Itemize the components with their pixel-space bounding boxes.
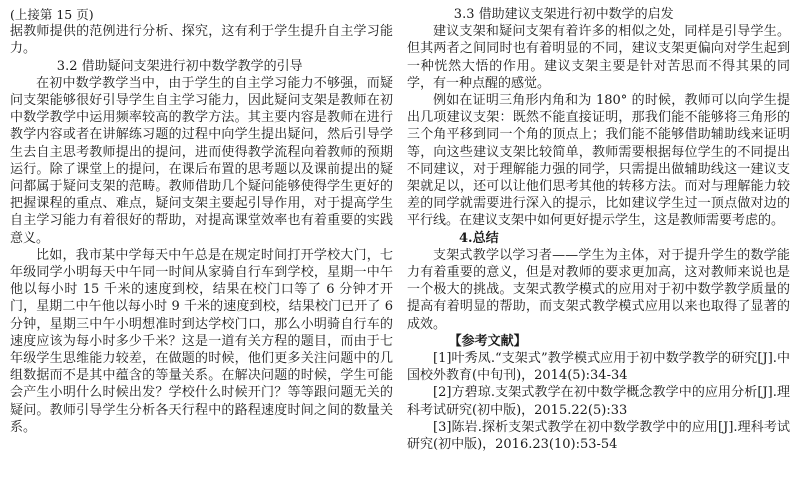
body-paragraph: 建议支架和疑问支架有着许多的相似之处，同样是引导学生。但其两者之间同时也有着明显的不同，建议支架更偏向对学生起到一种恍然大悟的作用。建议支架主要是针对苦思而不得其果的同学，有一种点醒的感觉。 [407, 24, 790, 91]
body-paragraph: 例如在证明三角形内角和为 180° 的时候，教师可以向学生提出几项建议支架：既然不能直接证明，那我们能不能够将三角形的三个角平移到同一个角的顶点上；我们能不能够借助辅助线来证明等，向这些建议支架比较简单，教师需要根据每位学生的不同提出不同建议，对于理解能力强的同学，只需提出做辅助线这一建议支架就足以，还可以让他们思考其他的转移方法。而对与理解能力较差的同学就需要进行深入的提示，比如建议学生过一顶点做对边的平行线。在建议支架中如何更好提示学生，这是教师需要考虑的。 [407, 93, 790, 229]
section-heading-3-2: 3.2 借助疑问支架进行初中数学教学的引导 [56, 58, 303, 74]
body-paragraph: 比如，我市某中学每天中午总是在规定时间打开学校大门，七年级同学小明每天中午同一时间从家骑自行车到学校，星期一中午他以每小时 15 千米的速度到校，结果在校门口等了 6 分钟才开门，星期二中午他以每小时 9 千米的速度到校，结果校门已开了 6 分钟，星期三中午小明想准时到达学校门口，那么小明骑自行车的速度应该为每小时多少千米？这是一道有关方程的题目，而由于七年级学生思维能力较差，在做题的时候，他们更多关注问题中的几组数据而不是其中蕴含的等量关系。在解决问题的时候，学生可能会产生小明什么时候出发？学校什么时候开门？等等跟问题无关的疑问。教师引导学生分析各天行程中的路程速度时间之间的数量关系。 [10, 247, 393, 435]
left-column [10, 6, 393, 483]
reference-item: [2]方碧琼.支架式教学在初中数学概念教学中的应用分析[J].理科考试研究(初中版)，2015.22(5):33 [407, 385, 790, 418]
reference-item: [3]陈岩.探析支架式教学在初中数学教学中的应用[J].理科考试研究(初中版)，2016.23(10):53-54 [407, 419, 790, 453]
section-heading-3-3: 3.3 借助建议支架进行初中数学的启发 [453, 7, 674, 22]
right-column [407, 6, 790, 483]
reference-item: [1]叶秀凤.“支架式”教学模式应用于初中数学教学的研究[J].中国校外教育(中旬刊)，2014(5):34-34 [407, 351, 790, 384]
intro-paragraph: 据教师提供的范例进行分析、探究，这有利于学生提升自主学习能力。 [10, 24, 393, 57]
continued-note: (上接第 15 页) [10, 7, 94, 22]
section-heading-4: 4.总结 [459, 230, 499, 246]
body-paragraph: 支架式教学以学习者——学生为主体，对于提升学生的数学能力有着重要的意义，但是对教师的要求更加高，这对教师来说也是一个极大的挑战。支架式教学模式的应用对于初中数学教学质量的提高有着明显的帮助，而支架式教学模式应用以来也取得了显著的成效。 [407, 247, 790, 332]
references-title: 【参考文献】 [448, 333, 527, 349]
body-paragraph: 在初中数学教学当中，由于学生的自主学习能力不够强，而疑问支架能够很好引导学生自主学习能力，因此疑问支架是教师在初中数学教学中运用频率较高的教学方法。其主要内容是教师在进行教学内容或者在讲解练习题的过程中向学生提出疑问，然后引导学生去自主思考教师提出的提问，进而使得教学流程向着教师的预期运行。除了课堂上的提问，在课后布置的思考题以及课前提出的疑问都属于疑问支架的范畴。教师借助几个疑问能够使得学生更好的把握课程的重点、难点，疑问支架主要起引导作用，对于提高学生自主学习能力有着很好的帮助，对提高课堂效率也有着重要的实践意义。 [10, 75, 393, 246]
